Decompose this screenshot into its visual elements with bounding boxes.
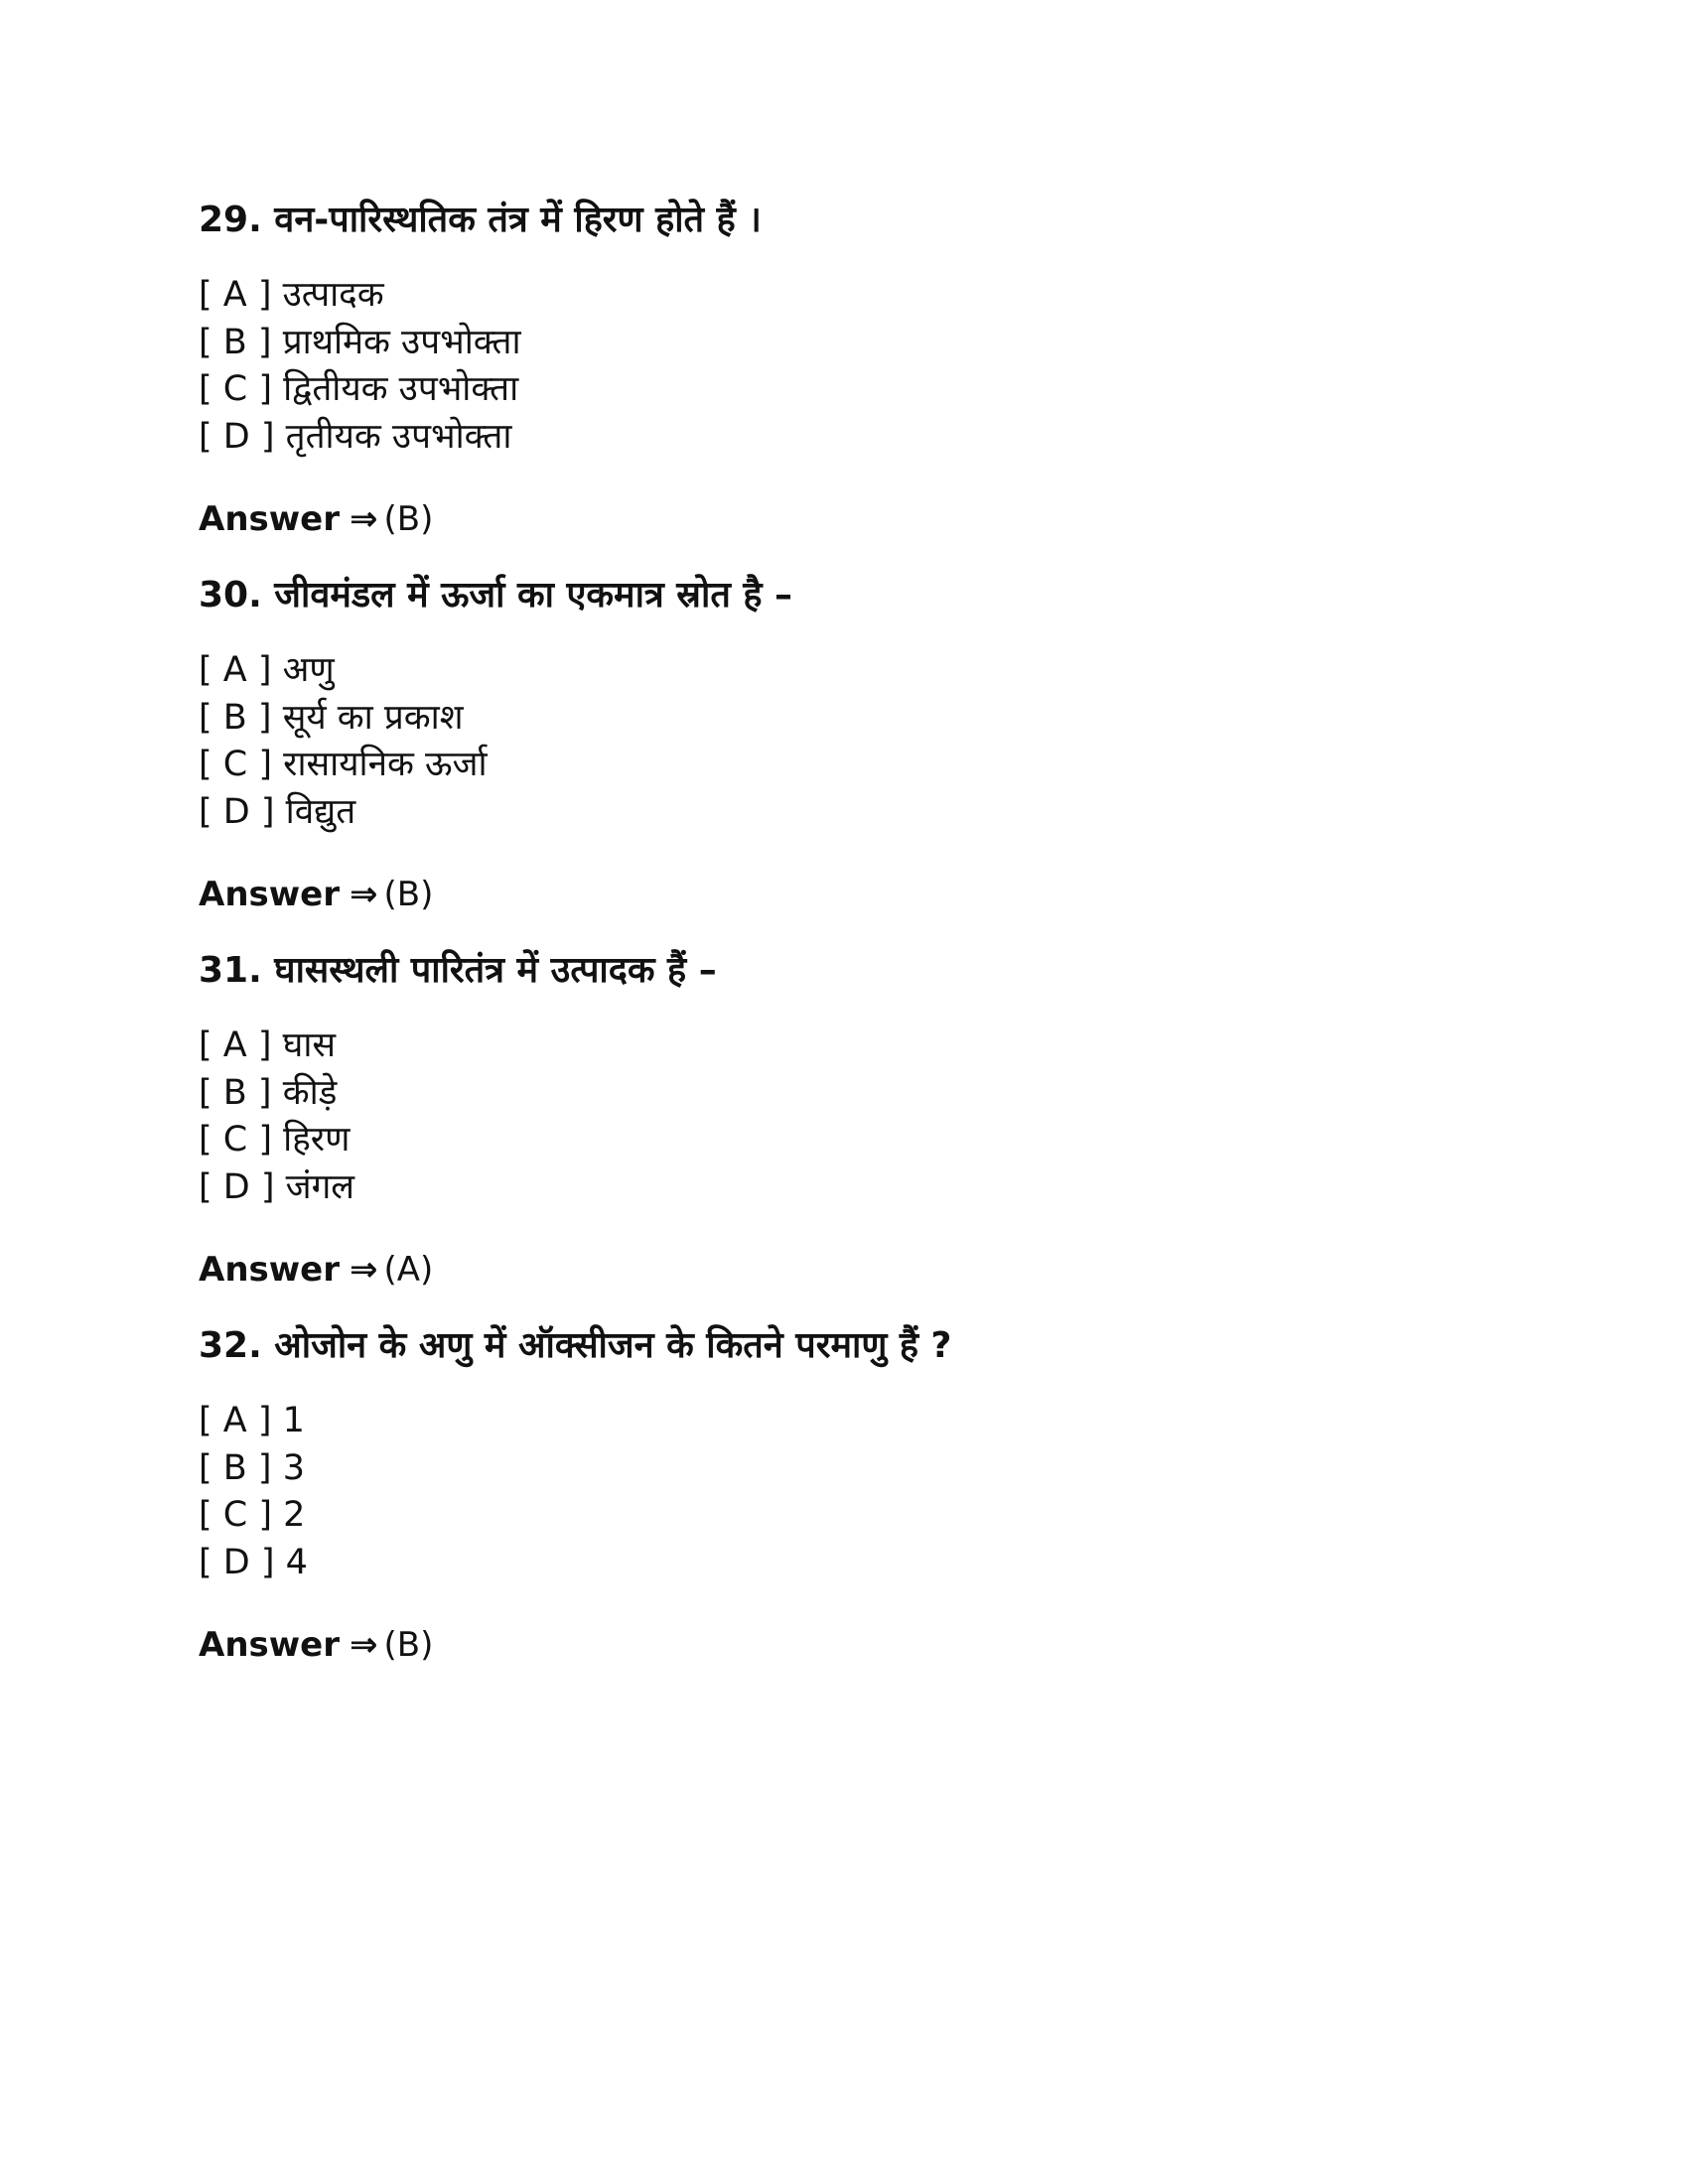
- question-30: [199, 572, 1489, 916]
- question-title: 29. वन-पारिस्थतिक तंत्र में हिरण होते हैं ।: [199, 200, 762, 240]
- answer-arrow-icon: ⇒: [350, 874, 378, 914]
- option-c: [ C ] 2: [199, 1495, 306, 1536]
- question-32: [199, 1322, 1489, 1667]
- question-title: 30. जीवमंडल में ऊर्जा का एकमात्र स्रोत है –: [199, 575, 793, 615]
- answer-label: Answer: [199, 1624, 340, 1665]
- option-b: [ B ] 3: [199, 1447, 305, 1488]
- option-d: [ D ] जंगल: [199, 1167, 355, 1208]
- options-list: [199, 1023, 1489, 1212]
- option-b: [ B ] कीड़े: [199, 1072, 338, 1113]
- question-title: 32. ओजोन के अणु में ऑक्सीजन के कितने परमाणु हैं ?: [199, 1325, 952, 1366]
- option-b: [ B ] प्राथमिक उपभोक्ता: [199, 322, 521, 362]
- option-a: [ A ] अणु: [199, 650, 335, 690]
- option-b: [ B ] सूर्य का प्रकाश: [199, 697, 464, 738]
- answer-value: (A): [383, 1249, 434, 1290]
- answer-line: [199, 1623, 1489, 1667]
- answer-label: Answer: [199, 874, 340, 914]
- answer-line: [199, 873, 1489, 916]
- options-list: [199, 647, 1489, 837]
- answer-arrow-icon: ⇒: [350, 498, 378, 539]
- option-d: [ D ] तृतीयक उपभोक्ता: [199, 417, 512, 458]
- answer-value: (B): [383, 1624, 434, 1665]
- answer-value: (B): [383, 498, 434, 539]
- question-title: 31. घासस्थली पारितंत्र में उत्पादक हैं –: [199, 950, 717, 991]
- option-a: [ A ] 1: [199, 1401, 305, 1440]
- answer-label: Answer: [199, 1249, 340, 1290]
- option-a: [ A ] उत्पादक: [199, 275, 384, 315]
- option-d: [ D ] 4: [199, 1543, 308, 1583]
- options-list: [199, 1398, 1489, 1587]
- answer-label: Answer: [199, 498, 340, 539]
- question-29: [199, 197, 1489, 541]
- answer-value: (B): [383, 874, 434, 914]
- answer-line: [199, 1248, 1489, 1292]
- option-c: [ C ] द्वितीयक उपभोक्ता: [199, 369, 519, 410]
- answer-arrow-icon: ⇒: [350, 1249, 378, 1290]
- option-d: [ D ] विद्युत: [199, 792, 356, 833]
- options-list: [199, 272, 1489, 462]
- answer-arrow-icon: ⇒: [350, 1624, 378, 1665]
- question-31: [199, 947, 1489, 1292]
- option-a: [ A ] घास: [199, 1025, 337, 1065]
- answer-line: [199, 497, 1489, 541]
- option-c: [ C ] हिरण: [199, 1120, 351, 1160]
- option-c: [ C ] रासायनिक ऊर्जा: [199, 745, 488, 785]
